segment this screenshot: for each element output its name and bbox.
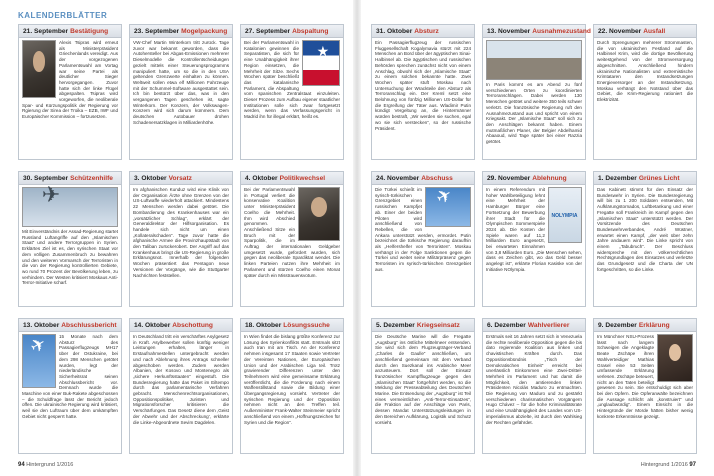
card-body xyxy=(375,334,471,451)
card-text: Erstmals seit 16 Jahren setzt sich in Venezuela die rechte neoliberale Opposition gegen die bis dato regierende Koalition aus linken und chavistischen Kräften durch. Das Oppositionsbündnis „Tisch der Demokratischen Einheit“ erreicht bei unerlässlich Einkommen eine Zwei-Drittel-Mehrheit im Parlament und hat damit die Möglichkeit, den amtierenden linken Präsidenten Nicolás Maduro zu entmachten. Die Regierung von Maduro und zu gestärkt verschiedenen charismatischen Vorgängern Hugo Chávez – für die hohe Kriminalitätsrate und eine Unabhängigkeit des Landes vom US-imperialismus abzielte, ist durch den Wahlsieg der Rechten gefährdet. xyxy=(486,334,583,425)
card-body xyxy=(133,40,229,157)
magazine-name-left: Hintergrund 1/2016 xyxy=(26,462,74,468)
card-topic: Politikwechsel xyxy=(279,175,326,182)
footer-left xyxy=(18,462,73,468)
card-body xyxy=(244,40,340,157)
card-date: 31. Oktober xyxy=(376,28,413,35)
card-photo xyxy=(657,334,693,382)
card-header xyxy=(19,319,121,332)
footer-right xyxy=(641,462,696,468)
card-text: Alexis Tsipras wird erneut als Ministerpräsident Griechenlands vereidigt. Aus der vorgezogenen Parlamentswahl am Vortag war seine Partei als deutlicher Sieger hervorgegangen. Zuvor hatte sich der linke Flügel abgespalten. Tsipras wird vorgeworfen, die neoliberale Spar- und Kürzungspolitik der Regierung vor Rgierung der Sirea der Troika – EZB, IWF und Europäischer Kommission – fortzusetzen. xyxy=(22,40,118,120)
card-topic: Ablehnung xyxy=(532,175,567,182)
card-body xyxy=(486,40,582,157)
card-header xyxy=(19,172,121,185)
card-topic: Schützenhilfe xyxy=(70,175,113,182)
card-topic: Kriegseinsatz xyxy=(416,322,460,329)
calendar-card xyxy=(482,24,591,160)
calendar-card xyxy=(129,24,233,160)
card-header xyxy=(372,172,474,185)
card-date: 13. November xyxy=(487,28,531,35)
calendar-card xyxy=(18,318,122,454)
card-photo xyxy=(302,40,340,86)
calendar-card xyxy=(18,171,122,307)
calendar-card xyxy=(18,24,122,160)
card-body xyxy=(244,334,340,451)
page-number-right: 97 xyxy=(689,462,696,468)
card-text: In einem Referendum mit hoher Wahlbeteiligung lehnt eine Mehrheit der Hamburger Bürger eine Fortsetzung der Bewerbung ihrer Stadt für die Olympischen Sommerspiele 2024 ab. Die Kosten der Spiele waren auf 11,2 Milliarden Euro angesetzt, bei erwarteten Einnahmen von 3,8 Milliarden Euro. „Die Menschen sehen, dass es Zeichen gibt, wo das Geld besser angelegt ist“, erklärte Florian Kasiske von der Initiative NOlympia. xyxy=(486,187,582,272)
card-topic: Ausfall xyxy=(643,28,666,35)
card-header xyxy=(594,25,696,38)
card-photo xyxy=(22,40,56,98)
calendar-card xyxy=(240,318,344,454)
card-body xyxy=(597,187,693,304)
card-date: 22. November xyxy=(598,28,642,35)
card-header xyxy=(483,319,585,332)
card-body xyxy=(486,334,582,451)
card-header xyxy=(483,172,585,185)
card-text: Bei der Parlamentswahl in Katalonien gewinnen die Separatisten, die sich für eine Unabhängigkeit ihrer Region einsetzen, die Mehrheit der Sitze. Sechs Wochen später beschließt das katalanische Parlament, die Abspaltung vom spanischen Zentralstaat einzuleiten. Dieser Prozess zum Aufbau eigener staatlicher Institutionen solle sich zwar fortgesetzt werden, wenn das Verfassungsgericht in Madrid ihn für illegal erklärt, heißt es. xyxy=(244,40,340,120)
card-date: 9. Dezember xyxy=(598,322,637,329)
card-text: Bei der Parlamentswahl in Portugal verliert die konservative Koalition unter Ministerpräsident Coelho die Mehrheit. Ihm wird Abschied genommen. Anschließend Sitze ein Bruch mit der Sparpolitik, die im Auftrag der internationalen Geldgeber umgesetzt wurde, gefordert wurden, sich gegen das neoliberale Spardiktat wendet. Die linken Parteien nutzen ihre Mehrheit im Parlament und stürzen Coelho einen Monat später durch ein Misstrauensvotum. xyxy=(244,187,340,278)
card-date: 18. Oktober xyxy=(245,322,282,329)
calendar-card xyxy=(240,171,344,307)
card-body xyxy=(597,334,693,451)
calendar-card xyxy=(593,318,697,454)
calendar-card xyxy=(371,318,475,454)
right-page xyxy=(361,0,714,476)
card-header xyxy=(241,319,343,332)
card-text: Die Türkei schießt im syrisch-türkischen Grenzgebiet einen russischen Kampfjet ab. Einer der beiden Piloten wird anschließend von Rebellen, die von Ankara unterstützt werden, ermordet. Putin bezeichnet die türkische Regierung daraufhin als „Helfershelfer von Terroristen“. Moskau verhängt in der Folge Sanktionen gegen die Türkei und weitet seine Militärpräsenz gegen Terroristen im syrisch-türkischen Grenzgebiet aus. xyxy=(375,187,471,272)
card-grid-right xyxy=(371,24,697,454)
card-photo xyxy=(22,334,56,388)
magazine-name-right: Hintergrund 1/2016 xyxy=(640,462,688,468)
card-photo xyxy=(486,40,582,80)
card-topic: Abschottung xyxy=(172,322,213,329)
calendar-card xyxy=(371,171,475,307)
card-topic: Erklärung xyxy=(638,322,670,329)
card-text: 15 Monate nach dem Absturz des Passagierflugzeugs MH17 über der Ostukraine, bei dem 298 Menschen getötet wurden, legt der niederländische Sicherheitsrat seinen Abschlussbericht vor. Demnach wurde die Maschine von einer Buk-Rakete abgeschossen – die Schuldfrage lässt der Bericht jedoch offen. Die ukrainische Regierung wird kritisiert, weil sie den Luftraum über dem umkämpften Gebiet nicht gesperrt hatte. xyxy=(22,334,119,419)
card-text: Im Münchner NSU-Prozess lässt nach langem Schweigen die Angeklagte Beate Zschäpe ihren Wahlverteidiger Mathias Grasel eine 53 Seiten umfassende Erklärung verlesen. Zschäpe beteuert, nicht an den Taten beteiligt gewesen zu sein. Sie entschuldigt sich aber bei den Opfern. Die Opferanwälte bezeichnen die Aussage schlicht als „konstruiert“ und „unglaubwürdig“. Einem Einsicht in die Hintergründe der Morde hätten bisher wenig konkrete Erkenntnisse gezeigt. xyxy=(597,334,693,419)
card-date: 4. Oktober xyxy=(245,175,278,182)
card-body xyxy=(375,187,471,304)
card-text: Ein Passagierflugzeug der russischen Fluggesellschaft Kogalymavia stürzt mit 224 Menschen an Bord über der ägyptischen Sinai-Halbinsel ab. Die ägyptischen und russischen Behörden sprechen zunächst nicht von einem Anschlag, obwohl sich der „Islamische Staat“ zu einem solchen bekannte hatte. Zwei Wochen später stuft Moskau nach Untersuchung der Wrackteile den Absturz als Terroranschlag ein. Der Kreml setzt eine Belohnung von fünfzig Millionen US-Dollar für die Ergreifung der Täter aus. Wladimir Putin kündigt Vergeltung an, die Hintermänner würden bestraft, „Wir werden sie suchen, egal wo sie sich verstecken“, so der russische Präsident. xyxy=(375,40,471,131)
card-date: 27. September xyxy=(245,28,291,35)
card-photo xyxy=(425,187,471,227)
card-body xyxy=(486,187,582,304)
card-date: 24. November xyxy=(376,175,420,182)
section-label: KALENDERBLÄTTER xyxy=(18,11,108,20)
card-date: 30. September xyxy=(23,175,69,182)
calendar-card xyxy=(482,171,586,307)
card-topic: Mogelpackung xyxy=(181,28,228,35)
calendar-card xyxy=(240,24,344,160)
card-header xyxy=(130,172,232,185)
card-grid-left xyxy=(18,24,344,454)
card-header xyxy=(130,319,232,332)
calendar-card xyxy=(371,24,475,160)
card-body xyxy=(133,334,229,451)
card-text: In Wien findet die bislang größte Konferenz zur Lösung des Syrienkonflikts statt. Erstmals sitzt auch Iran mit am Tisch. An der Konferenz nehmen insgesamt 17 Staaten sowie Vertreter der Vereinten Nationen, der Europäischen Union und der Arabischen Liga teil. Trotz gravierender Differenzen unter den Teilnehmern wird eine gemeinsame Erklärung veröffentlicht, die die Forderung nach einem Waffenstillstand sowie die Bildung einer Übergangsregierung vorsieht. Vertreter der syrischen Regierung und der Opposition nehmen nicht an den Treffen teil. Außenminister Frank-Walter Steinmeier spricht anschließend von einem „Hoffnungszeichen für Syrien und die Region“. xyxy=(244,334,340,425)
card-text: In Deutschland tritt ein verschärftes Asylgesetz in Kraft. Asylbewerber sollen künftig weniger Leistungen erhalten, länger in Erstaufnahmestellen untergebracht werden und nach Ablehnung ihres Antrags schneller abgeschoben werden. Zudem werden Albanien, der Kosovo und Montenegro als „sichere Herkunftsstaaten“ eingestuft. Die Bundesregierung hatte das Paket im Eiltempo durch das parlamentarische Verfahren gebracht. Menschenrechtsorganisationen, Oppositionspolitiker, Juristen und Migrationsforscher kritisieren die Verschärfungen. Das Gesetz diene dem ‚Geist der Abwehr und der Abschreckung‘, erklärte die Linke-Abgeordnete Sevim Dagdelen. xyxy=(133,334,229,425)
card-date: 1. Dezember xyxy=(598,175,637,182)
card-header xyxy=(372,319,474,332)
card-header xyxy=(594,172,696,185)
calendar-card xyxy=(482,318,586,454)
card-header xyxy=(19,25,121,38)
card-topic: Grünes Licht xyxy=(638,175,680,182)
card-text: Im afghanischen Kunduz wird eine Klinik von der Organisation Ärzte ohne Grenzen von der US-Luftwaffe wiederholt attackiert. Mindestens 22 Menschen werden dabei getötet. Die Bombardierung des Krankenhauses war ein „vorsätzlicher Schlag“, erklärt der Generaldirektor der Hilfsorganisation. Es handele sich nicht um einen „Kollateralschaden“. Tage zuvor hatte die afghanische Armee die Provinzhauptstadt von den Taliban zurückerobert. Der Angriff auf das Krankenhaus bringt die US-Regierung in große Erklärungsnot. Innerhalb der folgenden Wochen präsentiert das Pentagon neue Versionen der Vorgänge, wie die Stuttgarter Nachrichten feststellen. xyxy=(133,187,229,278)
card-date: 21. September xyxy=(23,28,69,35)
card-topic: Abschlussbericht xyxy=(61,322,117,329)
page-number-left: 94 xyxy=(18,462,25,468)
card-date: 29. November xyxy=(487,175,531,182)
card-body xyxy=(244,187,340,304)
card-header xyxy=(594,319,696,332)
card-topic: Bestätigung xyxy=(70,28,109,35)
card-topic: Abspaltung xyxy=(292,28,329,35)
card-header xyxy=(130,25,232,38)
card-topic: Absturz xyxy=(414,28,439,35)
calendar-card xyxy=(129,171,233,307)
left-page xyxy=(0,0,353,476)
card-text: In Paris kommt es am Abend zu fünf verschiedenen Orten zu koordinierten Terroranschlägen. Dabei werden 130 Menschen getötet und weitere 350 teils schwer verletzt. Die französische Regierung ruft den Ausnahmezustand aus und spricht von einem Kriegsakt. Der „Islamische Staat“ soll sich zu den Anschlägen bekannt haben. Einem mutmaßlichen Planer, der Belgier Abdelhamid Abaaoud, wird Tage später bei einer Razzia getötet. xyxy=(486,82,582,145)
card-body xyxy=(375,40,471,157)
calendar-card xyxy=(129,318,233,454)
card-topic: Wahlverlierer xyxy=(527,322,570,329)
card-photo xyxy=(22,187,118,227)
card-photo xyxy=(548,187,582,243)
card-text: Durch Sprengungen mehrerer Strommasten, die von ukrainischen Festland auf die Halbinsel Krim, wird die dortige Bevölkerung weitestgehend von der Stromversorgung abgeschnitten. Anschließend hindern ukrainische Nationalisten und extremistische Krimtataren den Instandsetzungen Energieversorger an der Instandsetzung. Moskau verhängt den Notstand über das Gebiet, die Krim-Regierung rationiert die Elektrizität. xyxy=(597,40,693,103)
card-text: Die Deutsche Marine will die Fregatte „Augsburg“ ins östliche Mittelmeer entsenden. Sie wird sich dem Flugzeugträger-Verband „Charles de Gaulle“ anschließen, um anschließend gemeinsam mit dem Verband durch den Suezkanal ins Arabische Meer anzusteuern. Dort soll der Einsatz französischer Kampfflugzeuge gegen den „Islamischen Staat“ fortgeführt werden, so die Meldung der Presseabteilung des Deutschen Marine. Die Entsendung der „Augsburg“ ist Teil eines vermeintlichen „Anti-Terror-Einsatzes“, die Fraktion auf der Anschläge von Paris, dessen Mandat Unterstützungsleistungen in den Bereichen Aufklärung, Logistik und Schutz vorsieht. xyxy=(375,334,471,425)
card-text: VW-Chef Martin Winterkorn tritt zurück. Tage zuvor war bekannt geworden, dass die Autohersteller bei Abgas-Emissionen mehrerer Dieselmodelle die Kontrollentscheidungen gezielt mittels einer Steuerungsprogramms manipuliert hatte, um so die in den USA geltenden Grenzwerte einhalten zu können. Weltweit sollen etwa elf Millionen Fahrzeuge mit der Schummel-Software ausgestattet sein. Ich bin bestürzt über das, was in den vergangenen Tagen geschehen ist, sagte Winterkorn. Der Konzern, der Volkswagen-Konzern wird sich darum kümmern. Dem deutschen Autobauer drohen Schadenersatzklagen in Milliardenhöhe. xyxy=(133,40,229,125)
card-body xyxy=(597,40,693,157)
card-body xyxy=(22,187,118,304)
card-photo xyxy=(298,187,340,241)
card-body xyxy=(22,334,118,451)
page-gutter xyxy=(353,0,361,476)
card-topic: Lösungssuche xyxy=(283,322,330,329)
card-date: 5. Dezember xyxy=(376,322,415,329)
card-header xyxy=(241,172,343,185)
card-date: 13. Oktober xyxy=(23,322,60,329)
card-date: 23. September xyxy=(134,28,180,35)
card-date: 14. Oktober xyxy=(134,322,171,329)
card-body xyxy=(22,40,118,157)
card-text: Mit Einverständnis der Assad-Regierung startet Russland Luftangriffe auf den „Islamischen Staat“ und andere Terrorgruppen in Syrien. Erklärtes Ziel ist es, den syrischen Staat vor dem völligen Zusammenbruch zu bewahren und den weiteren Vormarsch der Terroristen in die von der Regierung kontrollierten Gebiete, wo rund 70 Prozent der Bevölkerung leben, zu verhindern. Der Westen kritisiert Moskaus Anti-Terror-Initiative scharf. xyxy=(22,229,119,286)
card-header xyxy=(372,25,474,38)
card-header xyxy=(241,25,343,38)
card-date: 3. Oktober xyxy=(134,175,167,182)
card-date: 6. Dezember xyxy=(487,322,526,329)
card-topic: Abschuss xyxy=(421,175,453,182)
card-text: Das Kabinett stimmt für den Einsatz der Bundeswehr in Syrien. Die Bundesregierung will bis zu 1 200 Soldaten entsenden, Mit Aufklärungstornados, Luftbetankung und einer Fregatte soll Frankreich im Kampf gegen den „Islamischen Staat“ unterstützt werden. Der Vorsitzende des Deutschen Bundeswehrverbandes, André Wüstner, erwartet einen Kampf, „der weit über zehn Jahre andauern wird“. Die Linke spricht von einem „Tabubruch“. Der Beschluss widerspreche mit den völkerrechtlichen Rechtsgrundlagen des Einsatzes und verletzte das Grundgesetz und die Charta der UN fortgeschritten, so die Linke. xyxy=(597,187,693,272)
card-header xyxy=(483,25,591,38)
calendar-card xyxy=(593,24,697,160)
card-topic: Vorsatz xyxy=(168,175,192,182)
calendar-card xyxy=(593,171,697,307)
card-topic: Ausnahmezustand xyxy=(532,28,591,35)
card-body xyxy=(133,187,229,304)
